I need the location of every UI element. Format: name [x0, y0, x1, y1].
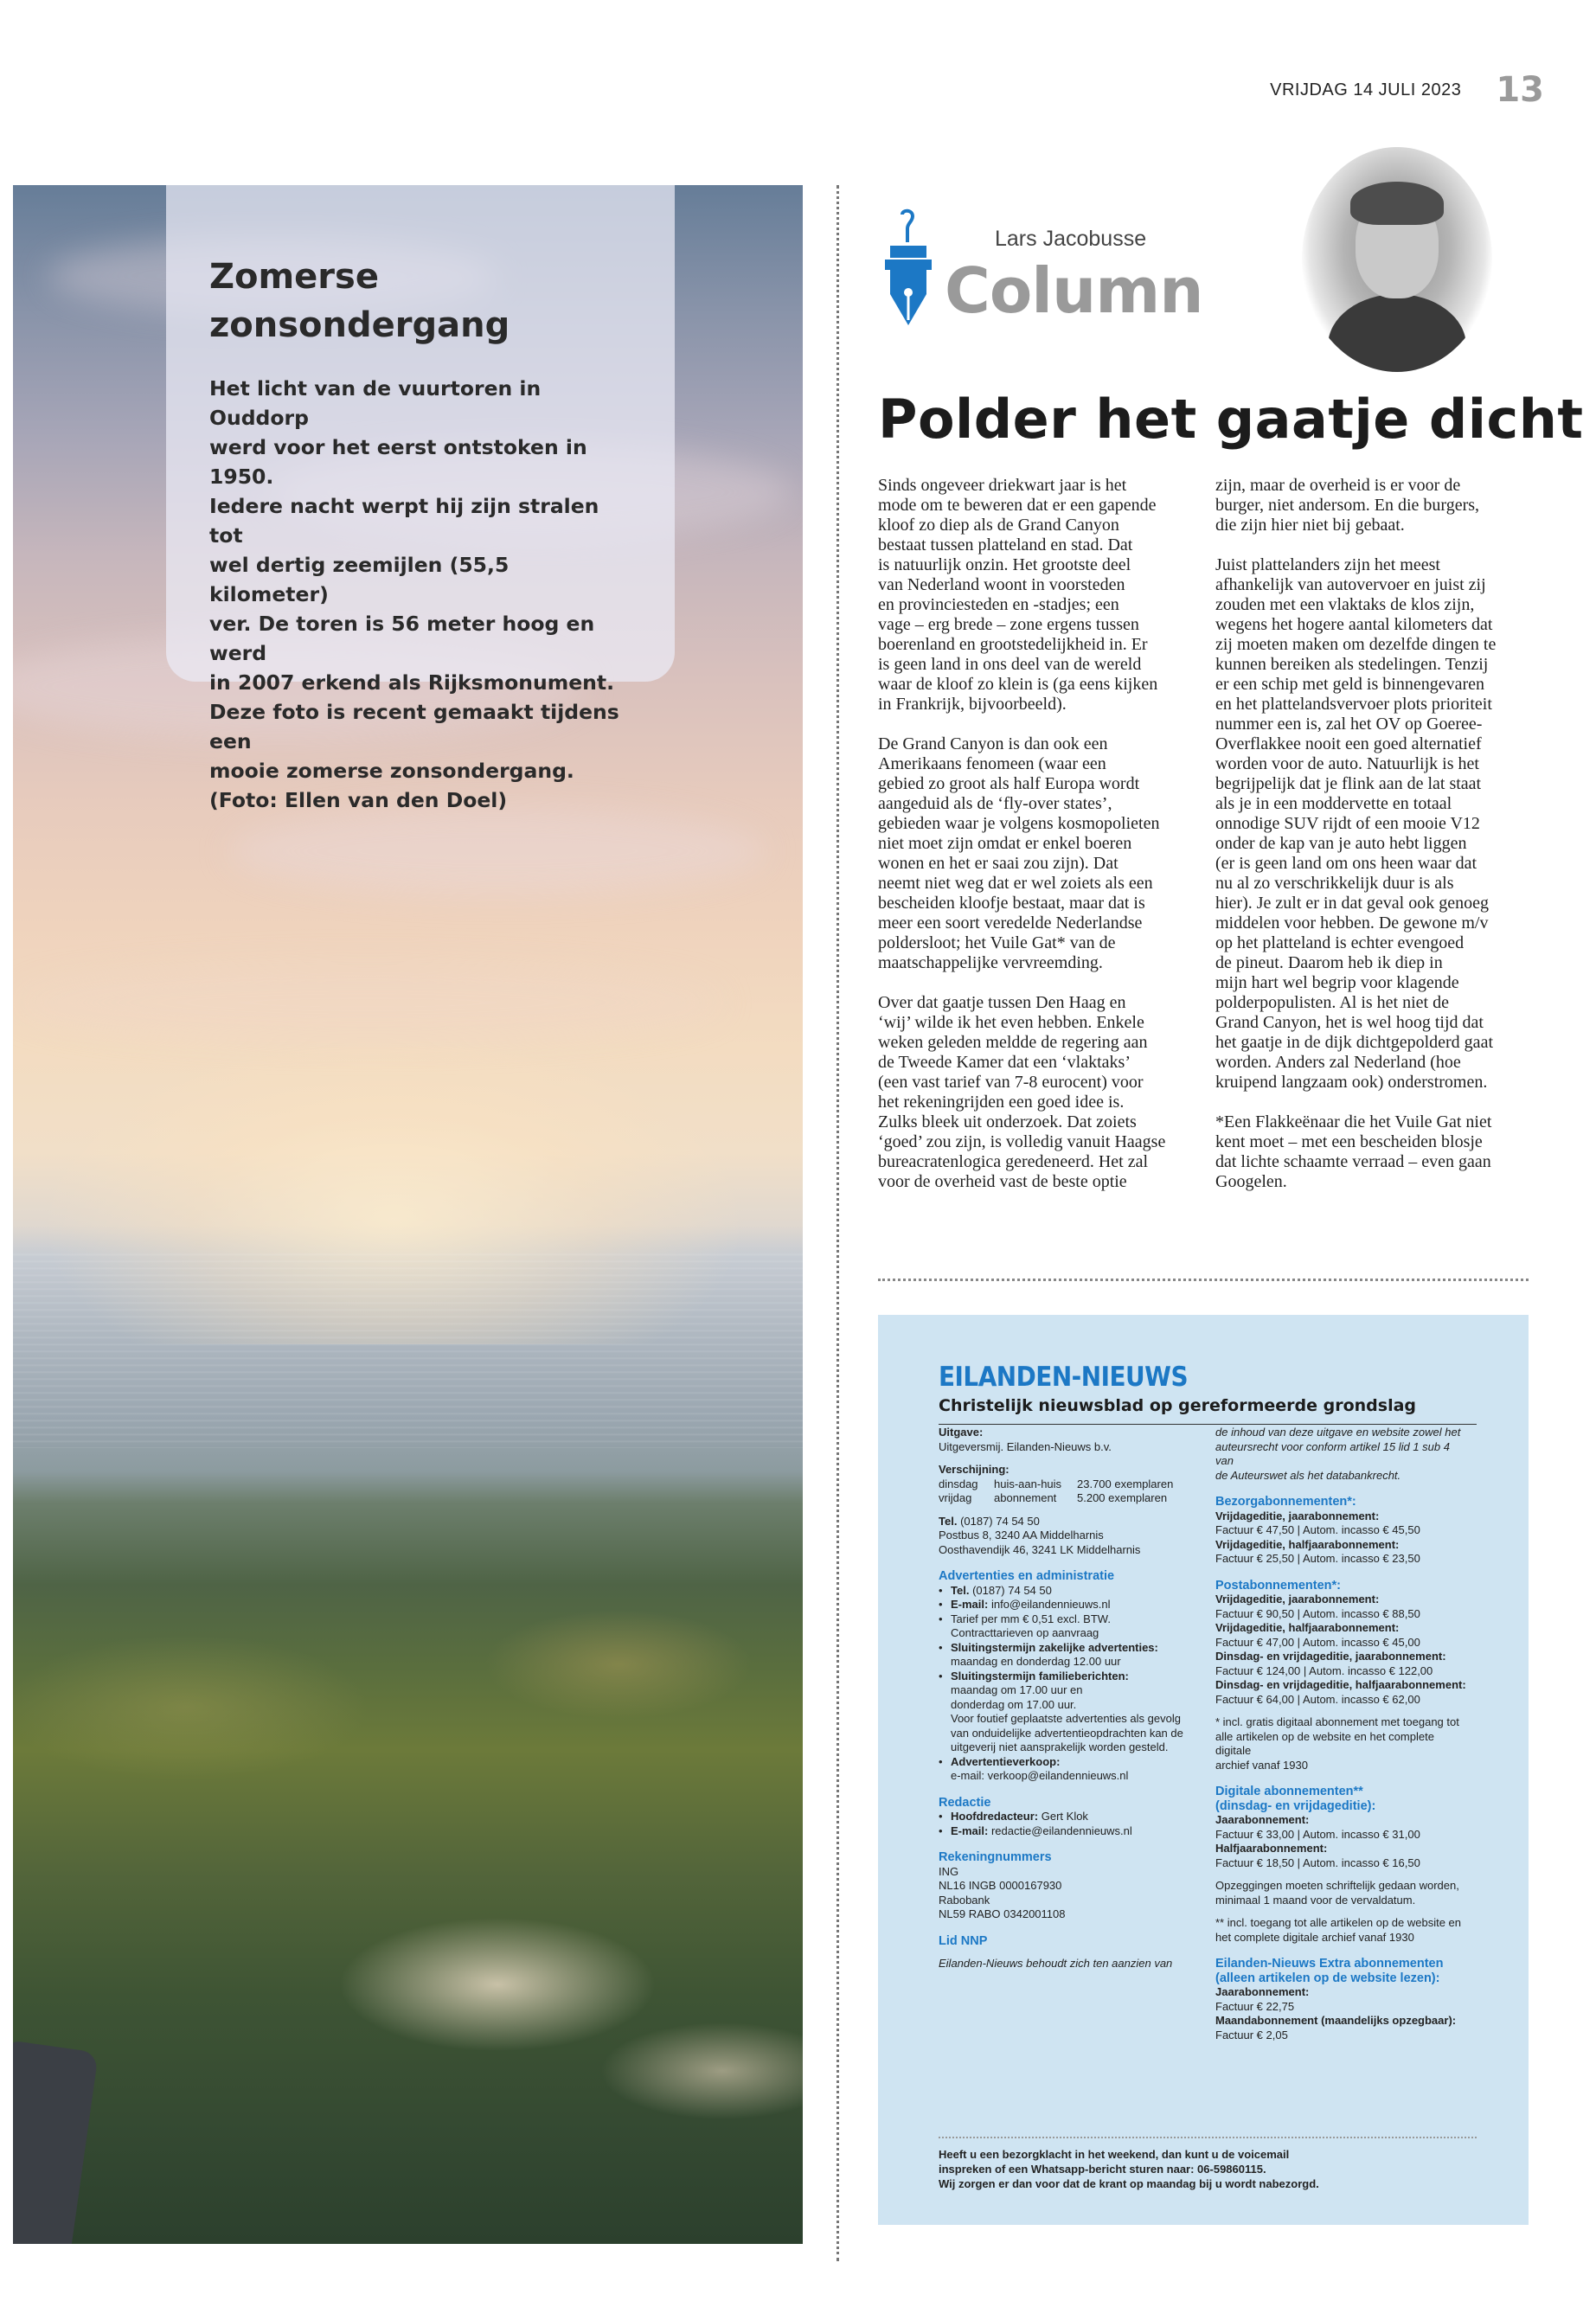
paragraph: zijn, maar de overheid is er voor de burger, niet andersom. En die burgers, die zijn hier niet bij gebaat.	[1215, 476, 1480, 535]
section-divider	[878, 1279, 1529, 1281]
section-advertenties: Advertenties en administratie	[939, 1569, 1115, 1583]
section-redactie: Redactie	[939, 1795, 991, 1810]
paragraph: De Grand Canyon is dan ook een Amerikaans fenomeen (waar een gebied zo groot als half Europa wordt aangeduid als de ‘fly-over states’, gebieden waar je volgens kosmopolieten niet moet zijn omdat er enkel boeren wonen en het er saai zou zijn). Dat neemt niet weg dat er wel zoiets als een bescheiden kloofje bestaat, maar dat is meer een soort veredelde Nederlandse poldersloot; het Vuile Gat* van de maatschappelijke vervreemding.	[878, 734, 1160, 972]
caption-text: Het licht van de vuurtoren in Ouddorp werd voor het eerst ontstoken in 1950. Iedere nacht werpt hij zijn stralen tot wel dertig zeemijlen (55,5 kilometer) ver. De toren is 56 meter hoog en werd in 2007 erkend als Rijksmonument. Deze foto is recent gemaakt tijdens een mooie zomerse zonsondergang. (Foto: Ellen van den Doel)	[209, 376, 619, 812]
newspaper-logo: EILANDEN-NIEUWS	[939, 1362, 1189, 1393]
colophon-left-column: Uitgave: Uitgeversmij. Eilanden-Nieuws b.v. Verschijning: dinsdag huis-aan-huis 23.700 exemplaren vrijdag abonnement 5.200 exemplaren Tel. (0187) 74 54 50 Postbus 8, 3240 AA Middelharnis Oosthavendijk 46, 3241 LK Middelharnis Advertenties en administratie • Tel. (0187) 74 54 50 • E-mail: info@eilandennieuws.nl • Tarief per mm € 0,51 excl. BTW. Contracttarieven op aanvraag • Sluitingstermijn zakelijke advertenties: maandag en donderdag 12.00 uur • Sluitingstermijn familieberichten: maandag om 17.00 uur en donderdag om 17.00 uur. Voor foutief geplaatste advertenties als gevolg van onduidelijke advertentieopdrachten kan de uitgeverij niet aansprakelijk worden gesteld. • Advertentieverkoop: e-mail: verkoop@eilandennieuws.nl Redactie • Hoofdredacteur: Gert Klok • E-mail: redactie@eilandennieuws.nl Rekeningnummers ING NL16 INGB 0000167930 Rabobank NL59 RABO 0342001108 Lid NNP Eilanden-Nieuws behoudt zich ten aanzien van	[939, 1426, 1189, 1971]
colophon-box	[878, 1315, 1529, 2225]
column-text-left	[878, 476, 1194, 1212]
page-number: 13	[1496, 70, 1544, 110]
column-text-right	[1215, 476, 1531, 1212]
paragraph: Over dat gaatje tussen Den Haag en ‘wij’ wilde ik het even hebben. Enkele weken geleden meldde de regering aan de Tweede Kamer dat een ‘vlaktaks’ (een vast tarief van 7-8 eurocent) voor het rekeningrijden een goed idee is. Zulks bleek uit onderzoek. Dat zoiets ‘goed’ zou zijn, is volledig vanuit Haagse bureacratenlogica geredeneerd. Het zal voor de overheid vast de beste optie	[878, 993, 1166, 1191]
column-author: Lars Jacobusse	[995, 227, 1147, 251]
section-rekeningnummers: Rekeningnummers	[939, 1850, 1052, 1864]
column-label: Column	[945, 254, 1203, 327]
caption-title: Zomerse zonsondergang	[209, 257, 510, 345]
colophon-right-column: de inhoud van deze uitgave en website zowel het auteursrecht voor conform artikel 15 lid 1 sub 4 van de Auteurswet als het databankrecht. Bezorgabonnementen*: Vrijdageditie, jaarabonnement: Factuur € 47,50 | Autom. incasso € 45,50 Vrijdageditie, halfjaarabonnement: Factuur € 25,50 | Autom. incasso € 23,50 Postabonnementen*: Vrijdageditie, jaarabonnement: Factuur € 90,50 | Autom. incasso € 88,50 Vrijdageditie, halfjaarabonnement: Factuur € 47,00 | Autom. incasso € 45,00 Dinsdag- en vrijdageditie, jaarabonnement: Factuur € 124,00 | Autom. incasso € 122,00 Dinsdag- en vrijdageditie, halfjaarabonnement: Factuur € 64,00 | Autom. incasso € 62,00 * incl. gratis digitaal abonnement met toegang tot alle artikelen op de website en het complete digitale archief vanaf 1930 Digitale abonnementen** (dinsdag- en vrijdageditie): Jaarabonnement: Factuur € 33,00 | Autom. incasso € 31,00 Halfjaarabonnement: Factuur € 18,50 | Autom. incasso € 16,50 Opzeggingen moeten schriftelijk gedaan worden, minimaal 1 maand voor de vervaldatum. ** incl. toegang tot alle artikelen op de website en het complete digitale archief vanaf 1930 Eilanden-Nieuws Extra abonnementen (alleen artikelen op de website lezen): Jaarabonnement: Factuur € 22,75 Maandabonnement (maandelijks opzegbaar): Factuur € 2,05	[1215, 1426, 1466, 2041]
issue-date: VRIJDAG 14 JULI 2023	[1270, 80, 1462, 99]
paragraph: *Een Flakkeënaar die het Vuile Gat niet kent moet – met een bescheiden blosje dat lichte schaamte verraad – even gaan Googelen.	[1215, 1112, 1492, 1191]
paragraph: Juist plattelanders zijn het meest afhankelijk van autovervoer en juist zij zouden met een vlaktaks de klos zijn, wegens het hogere aantal kilometers dat zij moeten maken om dezelfde dingen te kunnen bereiken als stedelingen. Tenzij er een schip met geld is binnengevaren en het plattelandsvervoer plots prioriteit nummer een is, zal het OV op Goeree- Overflakkee nooit een goed alternatief worden voor de auto. Natuurlijk is het begrijpelijk dat je flink aan de lat staat als je in een moddervette en totaal onnodige SUV rijdt of een mooie V12 onder de kap van je auto hebt liggen (er is geen land om ons heen waar dat nu al zo verschrikkelijk duur is als hier). Je zult er in dat geval ook genoeg middelen voor hebben. De gewone m/v op het platteland is echter evengoed de pineut. Daarom heb ik diep in mijn hart wel begrip voor klagende polderpopulisten. Al is het niet de Grand Canyon, het is wel hoog tijd dat het gaatje in de dijk dichtgepolderd gaat worden. Anders zal Nederland (hoe kruipend langzaam ook) onderstromen.	[1215, 555, 1497, 1092]
column-headline: Polder het gaatje dicht	[878, 388, 1584, 451]
column-divider	[836, 185, 839, 2261]
photo-caption-box	[166, 185, 675, 812]
author-portrait	[1302, 147, 1492, 372]
paragraph: Sinds ongeveer driekwart jaar is het mode om te beweren dat er een gapende kloof zo diep als de Grand Canyon bestaat tussen platteland en stad. Dat is natuurlijk onzin. Het grootste deel van Nederland woont in voorsteden en provinciesteden en -stadjes; een vage – erg brede – zone ergens tussen boerenland en grootstedelijkheid in. Er is geen land in ons deel van de wereld waar de kloof zo klein is (ga eens kijken in Frankrijk, bijvoorbeeld).	[878, 476, 1158, 714]
newspaper-tagline: Christelijk nieuwsblad op gereformeerde grondslag	[939, 1396, 1417, 1415]
complaint-notice: Heeft u een bezorgklacht in het weekend, dan kunt u de voicemail inspreken of een Whatsapp-bericht sturen naar: 06-59860115. Wij zorgen er dan voor dat de krant op maandag bij u wordt nabezorgd.	[939, 2148, 1319, 2190]
fountain-pen-icon	[878, 208, 939, 329]
section-nnp: Lid NNP	[939, 1933, 988, 1948]
page-header	[1270, 70, 1544, 110]
